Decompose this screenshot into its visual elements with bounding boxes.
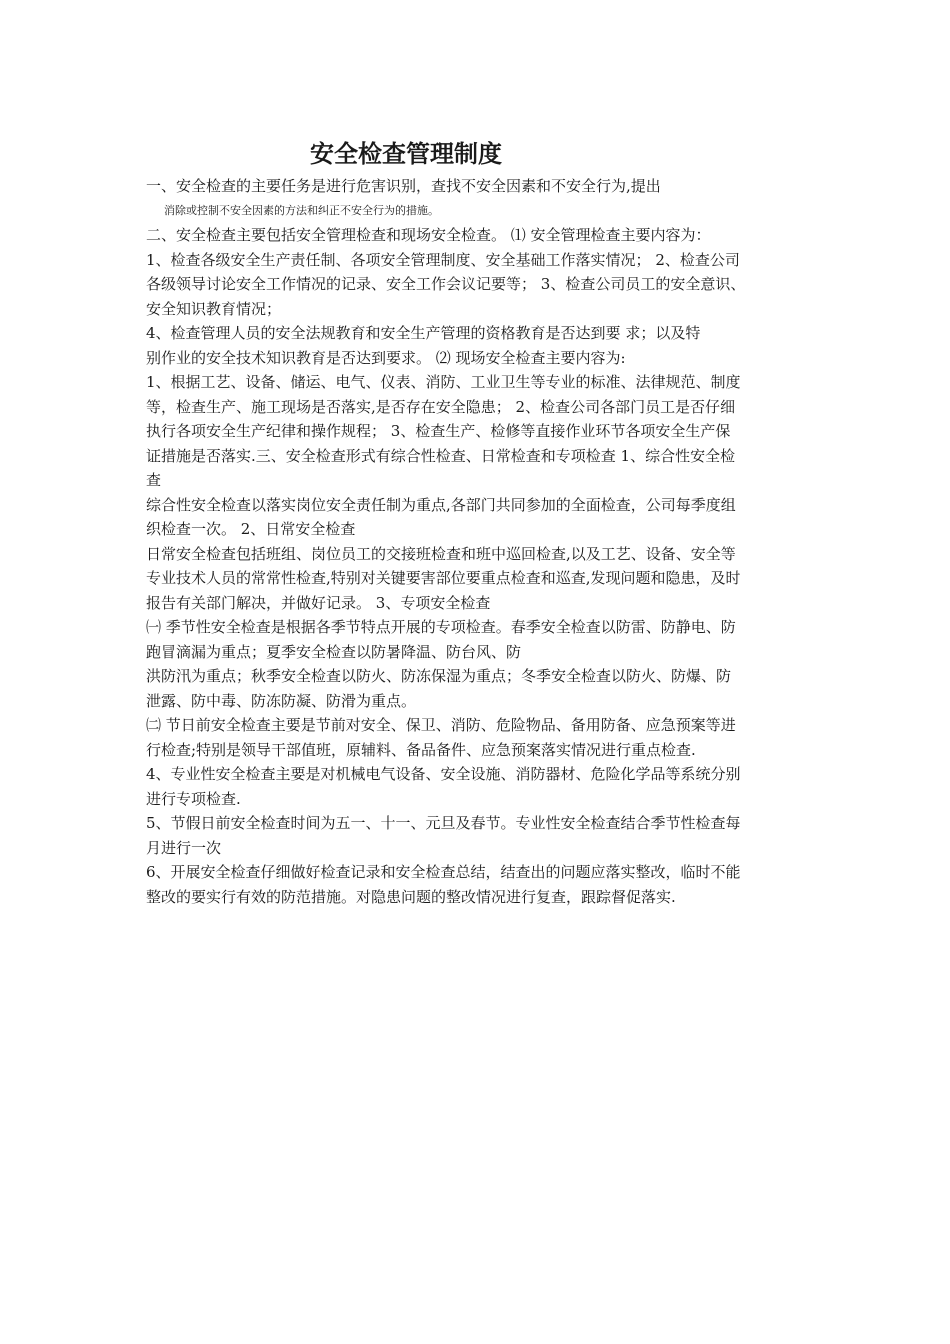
text-line: 月进行一次	[146, 838, 222, 857]
text-line: 1、检查各级安全生产责任制、各项安全管理制度、安全基础工作落实情况； 2、检查公司	[146, 250, 740, 269]
text-line: 4、专业性安全检查主要是对机械电气设备、安全设施、消防器材、危险化学品等系统分别	[146, 765, 741, 783]
text-line: 4、检查管理人员的安全法规教育和安全生产管理的资格教育是否达到要 求；以及特	[146, 324, 701, 342]
text-line: 一、安全检查的主要任务是进行危害识别，查找不安全因素和不安全行为,提出	[146, 177, 661, 195]
document-body	[146, 174, 818, 909]
text-line: 执行各项安全生产纪律和操作规程； 3、检查生产、检修等直接作业环节各项安全生产保	[146, 422, 731, 440]
text-line: 安全知识教育情况；	[146, 299, 282, 318]
text-line: 织检查一次。 2、日常安全检查	[146, 520, 356, 538]
text-line: 行检查;特别是领导干部值班，原辅料、备品备件、应急预案落实情况进行重点检查.	[146, 740, 696, 759]
text-line: 5、节假日前安全检查时间为五一、十一、元旦及春节。专业性安全检查结合季节性检查每	[146, 814, 741, 832]
text-line: 二、安全检查主要包括安全管理检查和现场安全检查。 ⑴ 安全管理检查主要内容为：	[146, 226, 711, 244]
text-line: 洪防汛为重点；秋季安全检查以防火、防冻保湿为重点；冬季安全检查以防火、防爆、防	[146, 667, 732, 685]
text-line: 别作业的安全技术知识教育是否达到要求。 ⑵ 现场安全检查主要内容为:	[146, 348, 626, 367]
document-title: 安全检查管理制度	[310, 140, 502, 168]
text-line: 泄露、防中毒、防冻防凝、防滑为重点。	[146, 691, 417, 710]
text-line: 消除或控制不安全因素的方法和纠正不安全行为的措施。	[164, 203, 439, 217]
text-line: 整改的要实行有效的防范措施。对隐患问题的整改情况进行复查，跟踪督促落实.	[146, 887, 676, 906]
text-line: 报告有关部门解决，并做好记录。 3、专项安全检查	[146, 593, 491, 612]
text-line: 6、开展安全检查仔细做好检查记录和安全检查总结，结查出的问题应落实整改，临时不能	[146, 863, 741, 881]
text-line: 专业技术人员的常常性检查,特别对关键要害部位要重点检查和巡查,发现问题和隐患，及时	[146, 569, 741, 587]
text-line: 日常安全检查包括班组、岗位员工的交接班检查和班中巡回检查,以及工艺、设备、安全等	[146, 544, 736, 563]
text-line: ㈡ 节日前安全检查主要是节前对安全、保卫、消防、危险物品、备用防备、应急预案等进	[146, 716, 736, 734]
text-line: 进行专项检查.	[146, 789, 241, 808]
text-line: 查	[146, 471, 162, 489]
text-line: 证措施是否落实.三、安全检查形式有综合性检查、日常检查和专项检查 1、综合性安全检	[146, 446, 736, 465]
text-line: 跑冒滴漏为重点；夏季安全检查以防暑降温、防台风、防	[146, 642, 522, 661]
text-line: 综合性安全检查以落实岗位安全责任制为重点,各部门共同参加的全面检查，公司每季度组	[146, 495, 736, 514]
text-line: 1、根据工艺、设备、储运、电气、仪表、消防、工业卫生等专业的标准、法律规范、制度	[146, 373, 741, 391]
text-line: ㈠ 季节性安全检查是根据各季节特点开展的专项检查。春季安全检查以防雷、防静电、防	[146, 618, 736, 636]
text-line: 等，检查生产、施工现场是否落实,是否存在安全隐患； 2、检查公司各部门员工是否仔细	[146, 397, 736, 416]
text-line: 各级领导讨论安全工作情况的记录、安全工作会议记要等； 3、检查公司员工的安全意识、	[146, 275, 746, 293]
